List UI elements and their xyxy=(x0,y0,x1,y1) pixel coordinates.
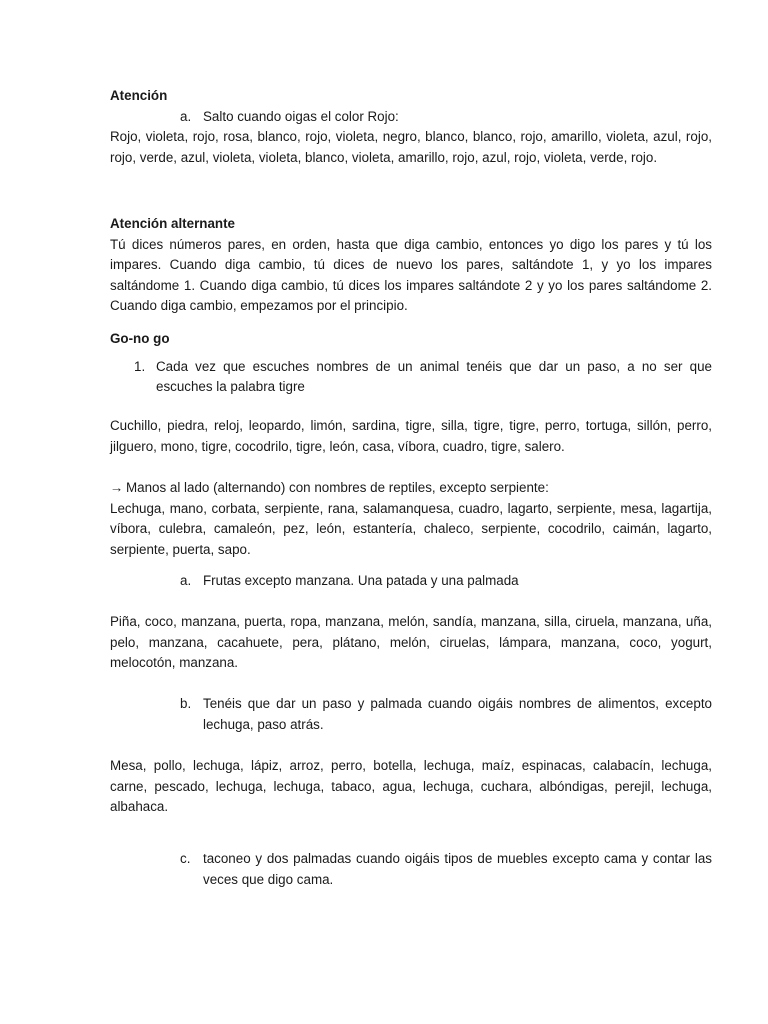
section-animal-list xyxy=(110,416,712,457)
list-marker: 1. xyxy=(134,358,146,374)
word-list: Rojo, violeta, rojo, rosa, blanco, rojo, violeta, negro, blanco, blanco, rojo, amarillo, violeta, azul, rojo, rojo, verde, azul, violeta, violeta, blanco, violeta, amarillo, rojo, azul, rojo, violeta, verde, rojo. xyxy=(110,129,712,165)
section-reptiles xyxy=(110,478,712,560)
list-item xyxy=(110,357,712,398)
section-go-no-go xyxy=(110,329,712,398)
list-item xyxy=(110,849,712,890)
word-list: Lechuga, mano, corbata, serpiente, rana, salamanquesa, cuadro, lagarto, serpiente, mesa, lagartija, víbora, culebra, camaleón, pez, león, estantería, chaleco, serpiente, cocodrilo, caimán, lagarto, serpiente, puerta, sapo. xyxy=(110,500,712,557)
section-alimentos-instruction xyxy=(110,694,712,735)
list-marker: c. xyxy=(180,851,191,866)
list-marker: b. xyxy=(180,696,192,711)
item-text: Tenéis que dar un paso y palmada cuando oigáis nombres de alimentos, excepto lechuga, paso atrás. xyxy=(203,696,712,732)
paragraph: Tú dices números pares, en orden, hasta que diga cambio, entonces yo digo los pares y tú los impares. Cuando diga cambio, tú dices de nuevo los pares, saltándote 1, y yo los impares saltándome 1. Cuando diga cambio, tú dices los impares saltándote 2 y yo los pares saltándome 2. Cuando diga cambio, empezamos por el principio. xyxy=(110,236,712,314)
item-text: Manos al lado (alternando) con nombres de reptiles, excepto serpiente: xyxy=(126,480,549,495)
section-alimentos-list xyxy=(110,756,712,818)
section-atencion-alternante xyxy=(110,214,712,317)
section-title: Atención xyxy=(110,88,168,103)
word-list: Cuchillo, piedra, reloj, leopardo, limón, sardina, tigre, silla, tigre, tigre, perro, tortuga, sillón, perro, jilguero, mono, tigre, cocodrilo, tigre, león, casa, víbora, cuadro, tigre, salero. xyxy=(110,418,712,454)
right-arrow-icon: → xyxy=(110,480,124,495)
section-frutas-list xyxy=(110,612,712,674)
section-frutas-instruction xyxy=(110,571,712,592)
word-list: Piña, coco, manzana, puerta, ropa, manzana, melón, sandía, manzana, silla, ciruela, manzana, uña, pelo, manzana, cacahuete, pera, plátano, melón, ciruelas, lámpara, manzana, coco, yogurt, melocotón, manzana. xyxy=(110,614,712,671)
list-marker: a. xyxy=(180,573,192,588)
arrow-item xyxy=(110,478,712,499)
list-marker: a. xyxy=(180,108,192,124)
list-item xyxy=(110,571,712,592)
item-text: Frutas excepto manzana. Una patada y una palmada xyxy=(203,573,519,588)
section-title: Go-no go xyxy=(110,331,170,346)
item-text: Cada vez que escuches nombres de un animal tenéis que dar un paso, a no ser que escuches la palabra tigre xyxy=(156,358,712,395)
word-list: Mesa, pollo, lechuga, lápiz, arroz, perro, botella, lechuga, maíz, espinacas, calabacín, lechuga, carne, pescado, lechuga, lechuga, tabaco, agua, lechuga, cuchara, albóndigas, perejil, lechuga, albahaca. xyxy=(110,758,712,815)
list-item xyxy=(110,694,712,735)
list-item xyxy=(110,107,712,128)
item-text: Salto cuando oigas el color Rojo: xyxy=(203,108,399,124)
section-title: Atención alternante xyxy=(110,216,236,231)
section-muebles-instruction xyxy=(110,849,712,890)
item-text: taconeo y dos palmadas cuando oigáis tipos de muebles excepto cama y contar las veces que digo cama. xyxy=(203,851,712,887)
section-atencion xyxy=(110,86,712,168)
